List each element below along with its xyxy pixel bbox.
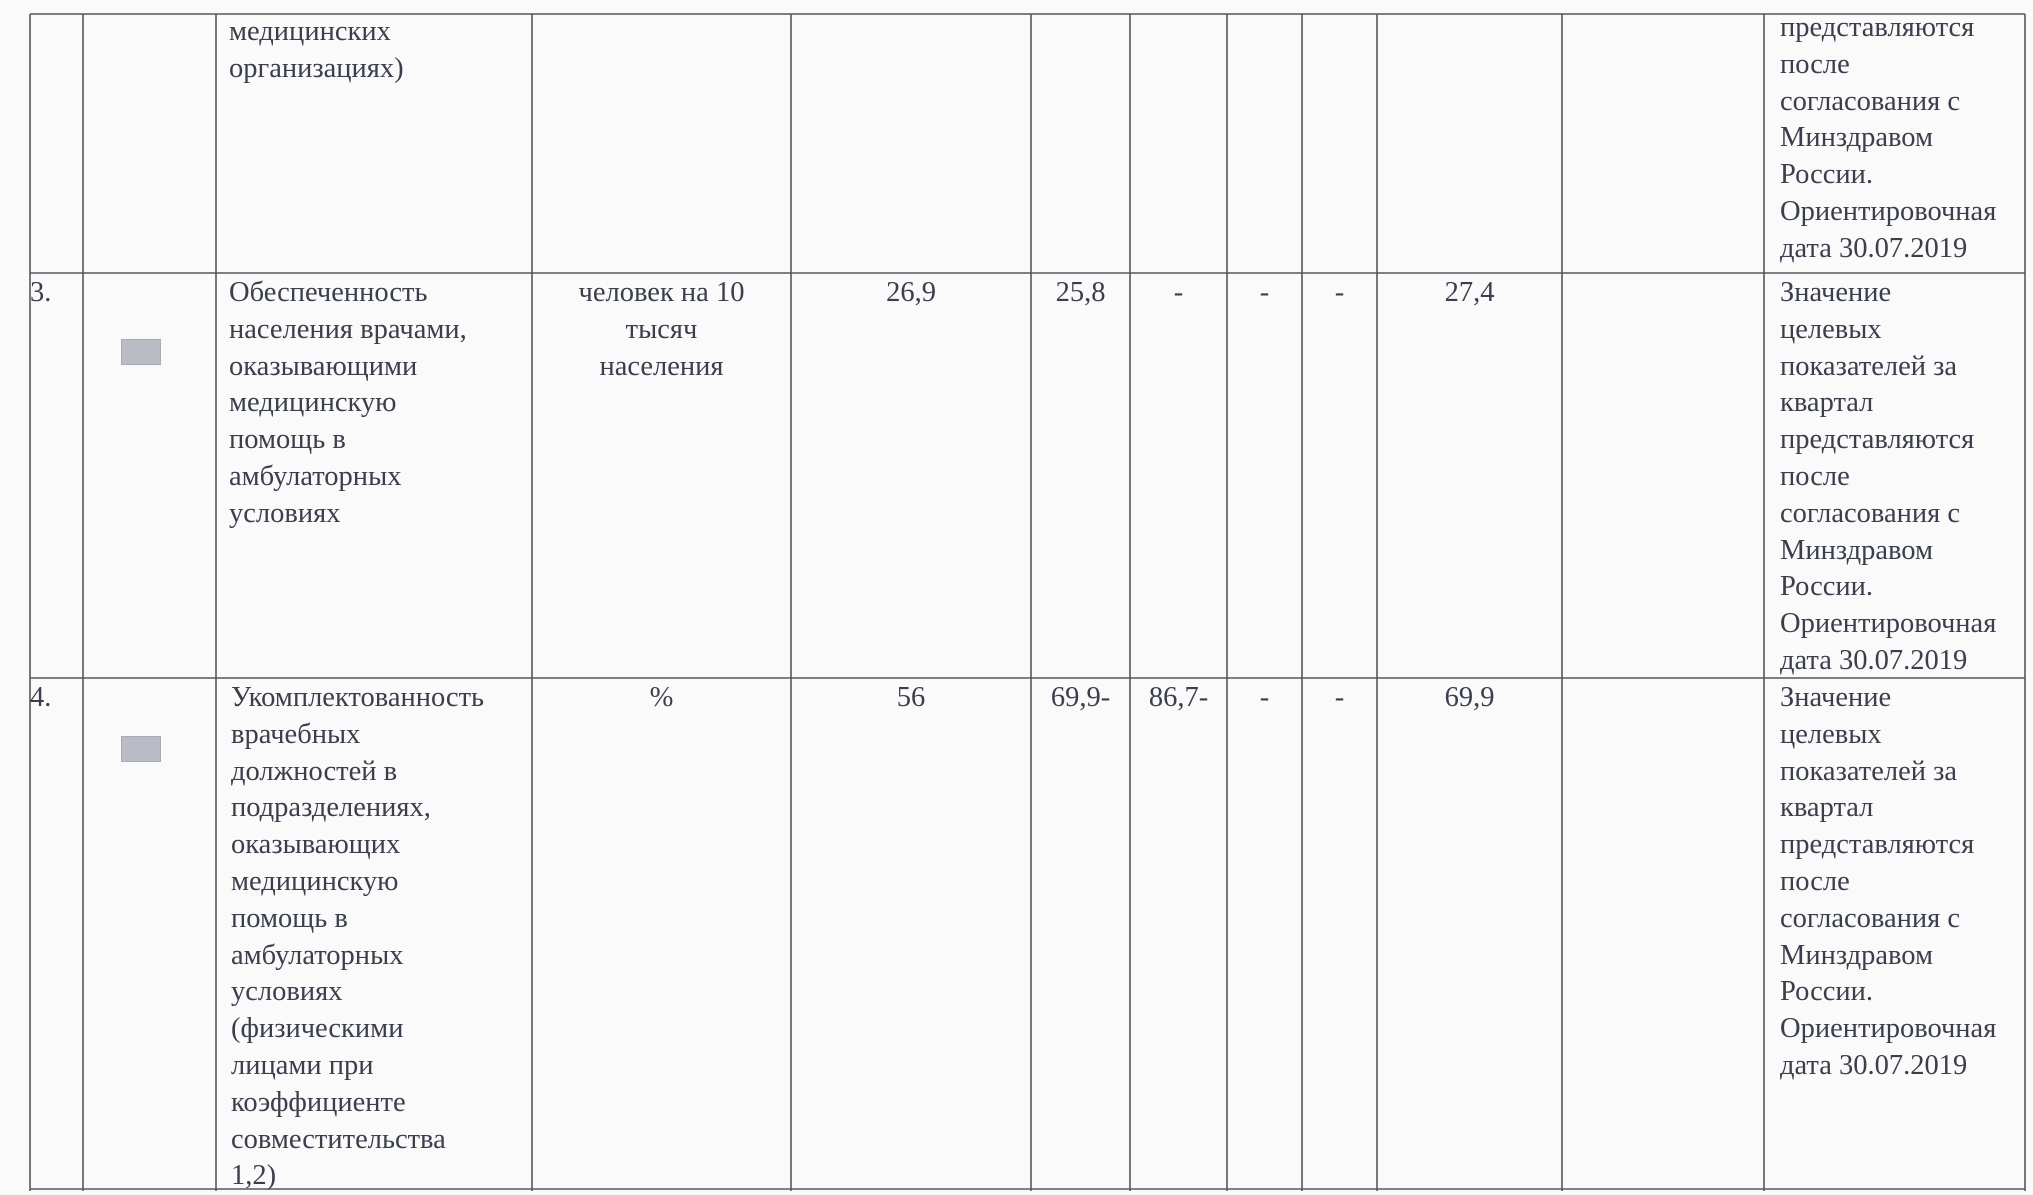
target-value-cell: 27,4 — [1444, 277, 1495, 308]
redacted-mark — [121, 339, 161, 365]
note-cell: Значение целевых показателей за квартал представляются после согласования с Минздравом России. Ориентировочная дата 30.07.2019 — [1780, 277, 1997, 676]
redacted-mark — [121, 736, 161, 762]
q1-value-cell: 86,7- — [1148, 682, 1209, 713]
indicator-cell: Обеспеченность населения врачами, оказывающими медицинскую помощь в амбулаторных условиях — [229, 277, 467, 529]
q3-value-cell: - — [1334, 277, 1345, 308]
note-cell: Значение целевых показателей за квартал представляются после согласования с Минздравом России. Ориентировочная дата 30.07.2019 — [1780, 682, 1997, 1081]
q3-value-cell: - — [1334, 682, 1345, 713]
row-number: 3. — [30, 277, 52, 308]
base-value-cell: 26,9 — [886, 277, 936, 308]
unit-cell: % — [649, 682, 674, 713]
q1-value-cell: - — [1173, 277, 1184, 308]
q2-value-cell: - — [1259, 682, 1270, 713]
unit-cell: человек на 10 тысяч населения — [578, 277, 745, 382]
indicator-cell: медицинских организациях) — [229, 16, 404, 84]
plan-value-cell: 25,8 — [1055, 277, 1106, 308]
plan-value-cell: 69,9- — [1050, 682, 1111, 713]
row-number: 4. — [30, 682, 52, 713]
base-value-cell: 56 — [896, 682, 926, 713]
note-cell: представляются после согласования с Минздравом России. Ориентировочная дата 30.07.2019 — [1780, 12, 1997, 264]
q2-value-cell: - — [1259, 277, 1270, 308]
target-value-cell: 69,9 — [1444, 682, 1495, 713]
indicator-cell: Укомплектованность врачебных должностей в подразделениях, оказывающих медицинскую помощь в амбулаторных условиях (физическими лицами при коэффициенте совместительства 1,2) — [231, 682, 485, 1192]
